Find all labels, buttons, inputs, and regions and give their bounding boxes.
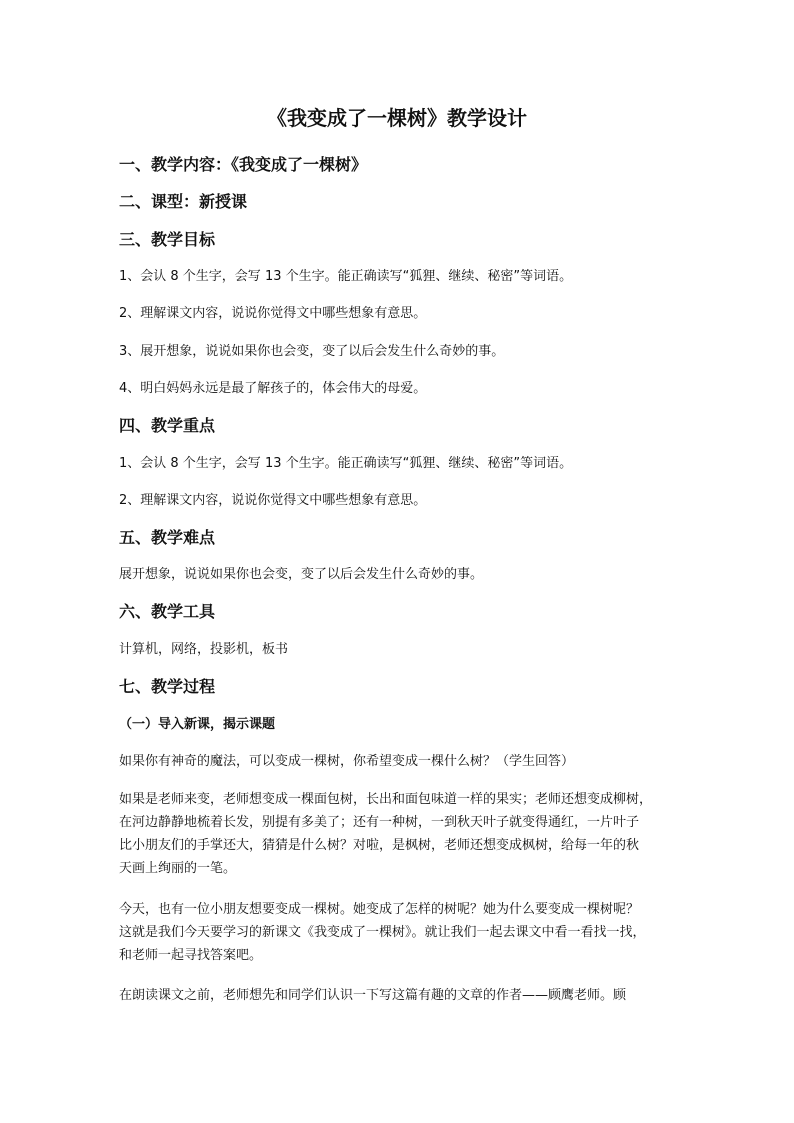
section-objectives-heading: 三、教学目标 [119,230,216,249]
paragraph-line: 如果是老师来变，老师想变成一棵面包树，长出和面包味道一样的果实；老师还想变成柳树， [119,792,653,807]
paragraph-line: 在河边静静地梳着长发，别提有多美了；还有一种树，一到秋天叶子就变得通红，一片叶子 [119,815,640,830]
key-point-item: 2、理解课文内容，说说你觉得文中哪些想象有意思。 [119,493,427,508]
objective-item: 1、会认 8 个生字，会写 13 个生字。能正确读写“狐狸、继续、秘密”等词语。 [119,269,573,284]
objective-item: 4、明白妈妈永远是最了解孩子的，体会伟大的母爱。 [119,381,427,396]
section-tools-heading: 六、教学工具 [119,602,216,621]
difficulty-text: 展开想象，说说如果你也会变，变了以后会发生什么奇妙的事。 [119,567,484,582]
section-process-heading: 七、教学过程 [119,677,216,696]
paragraph-line: 今天，也有一位小朋友想要变成一棵树。她变成了怎样的树呢？她为什么要变成一棵树呢？ [119,902,640,917]
paragraph-line: 比小朋友们的手掌还大，猜猜是什么树？对啦，是枫树，老师还想变成枫树，给每一年的秋 [119,838,640,853]
process-paragraph [119,788,685,880]
objective-item: 2、理解课文内容，说说你觉得文中哪些想象有意思。 [119,306,427,321]
process-paragraph [119,898,685,967]
paragraph-line: 和老师一起寻找答案吧。 [119,948,263,963]
section-difficulties-heading: 五、教学难点 [119,528,216,547]
section-teaching-content: 一、教学内容：《我变成了一棵树》 [119,155,368,174]
objective-item: 3、展开想象，说说如果你也会变，变了以后会发生什么奇妙的事。 [119,344,505,359]
process-paragraph: 如果你有神奇的魔法，可以变成一棵树，你希望变成一棵什么树？（学生回答） [119,754,575,769]
process-subheading: （一）导入新课，揭示课题 [119,717,276,732]
process-paragraph: 在朗读课文之前，老师想先和同学们认识一下写这篇有趣的文章的作者——顾鹰老师。顾 [119,988,627,1003]
key-point-item: 1、会认 8 个生字，会写 13 个生字。能正确读写“狐狸、继续、秘密”等词语。 [119,456,573,471]
section-key-points-heading: 四、教学重点 [119,416,216,435]
section-lesson-type: 二、课型：新授课 [119,192,248,211]
document-title: 《我变成了一棵树》教学设计 [267,106,527,130]
paragraph-line: 天画上绚丽的一笔。 [119,861,237,876]
tools-text: 计算机，网络，投影机，板书 [119,642,289,657]
paragraph-line: 这就是我们今天要学习的新课文《我变成了一棵树》。就让我们一起去课文中看一看找一找， [119,925,646,940]
